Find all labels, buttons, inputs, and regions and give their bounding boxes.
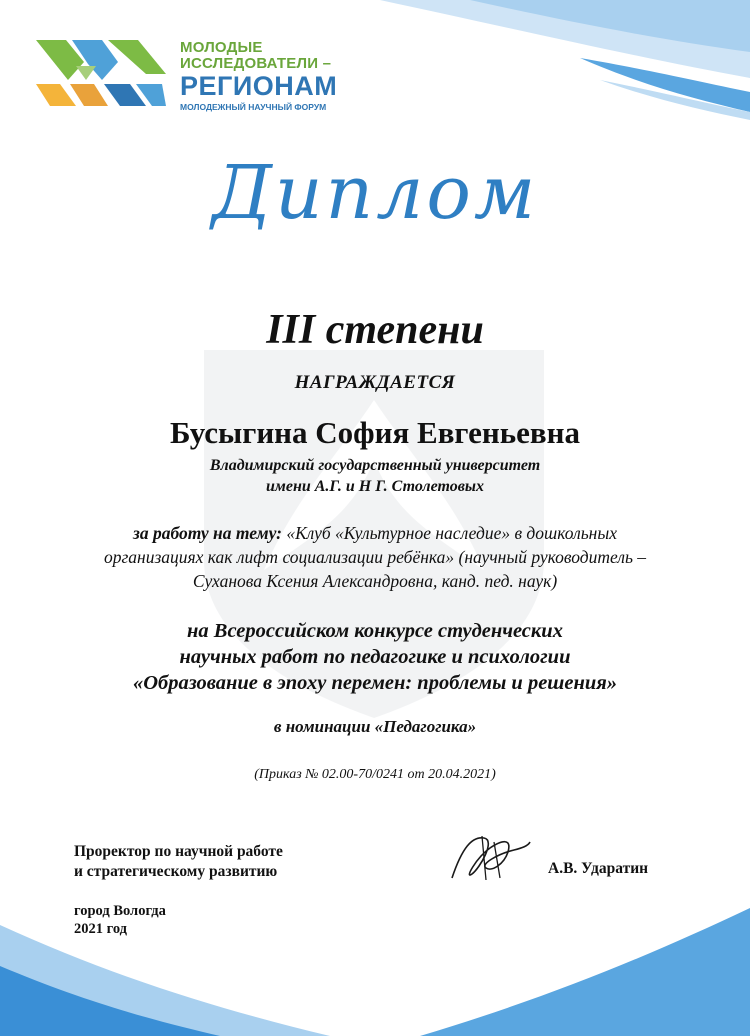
logo-line-4: МОЛОДЕЖНЫЙ НАУЧНЫЙ ФОРУМ xyxy=(180,102,327,112)
handwritten-signature xyxy=(442,828,532,888)
award-degree: III степени xyxy=(266,307,484,353)
signer-title xyxy=(74,842,283,882)
contest-line-3: «Образование в эпоху перемен: проблемы и решения» xyxy=(132,672,618,694)
city: город Вологда xyxy=(74,903,166,919)
university-line-1: Владимирский государственный университет xyxy=(209,457,541,474)
topic-text: «Клуб «Культурное наследие» в дошкольных организациях как лифт социализации ребёнка» (научный руководитель – Суханова Ксения Александровна, канд. пед. наук) xyxy=(103,523,647,591)
year: 2021 год xyxy=(74,921,128,937)
awarded-label: НАГРАЖДАЕТСЯ xyxy=(294,372,456,393)
logo-line-1: МОЛОДЫЕ xyxy=(180,39,263,56)
forum-logo-icon xyxy=(36,40,166,110)
recipient-name: Бусыгина София Евгеньевна xyxy=(170,415,580,450)
university-line-2: имени А.Г. и Н Г. Столетовых xyxy=(266,478,484,495)
nomination: в номинации «Педагогика» xyxy=(273,717,477,736)
signer-title-line-1: Проректор по научной работе xyxy=(74,843,283,860)
forum-logo-wordmark xyxy=(180,40,337,112)
contest-line-2: научных работ по педагогике и психологии xyxy=(179,646,571,668)
university xyxy=(0,455,750,497)
contest-line-1: на Всероссийском конкурсе студенческих xyxy=(187,620,563,642)
logo-line-3: РЕГИОНАМ xyxy=(180,71,338,101)
diploma-title: Диплом xyxy=(211,150,539,236)
contest-name xyxy=(0,618,750,696)
signer-title-line-2: и стратегическому развитию xyxy=(74,863,278,880)
order-reference: (Приказ № 02.00-70/0241 от 20.04.2021) xyxy=(254,767,496,782)
work-topic xyxy=(85,521,665,593)
topic-label: за работу на тему: xyxy=(133,523,282,543)
logo-line-2: ИССЛЕДОВАТЕЛИ – xyxy=(180,55,332,72)
signer-name: А.В. Ударатин xyxy=(548,860,649,877)
city-year xyxy=(74,902,166,938)
